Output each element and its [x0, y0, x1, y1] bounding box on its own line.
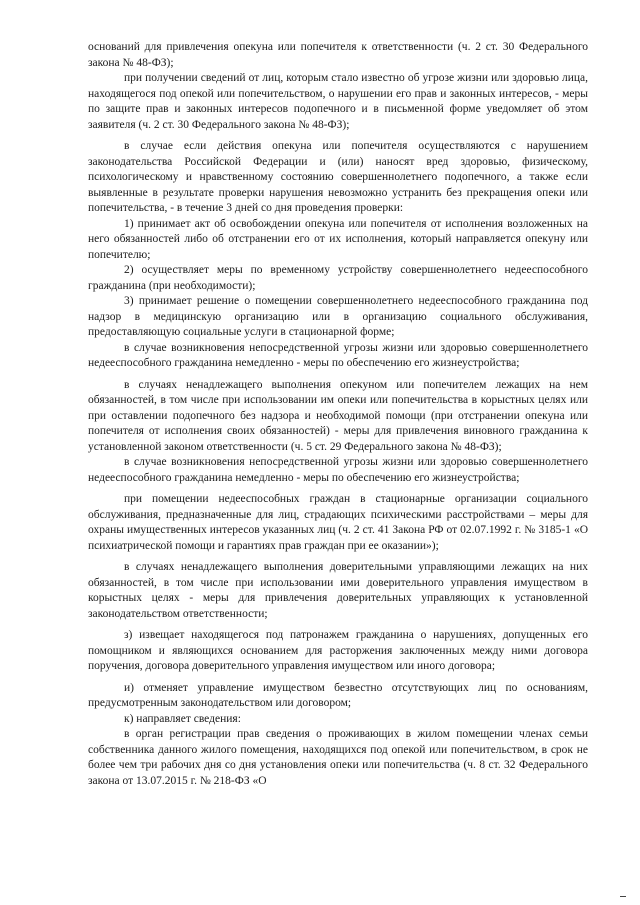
- paragraph-item-z: з) извещает находящегося под патронажем гражданина о нарушениях, допущенных его помощником и являющихся основанием для расторжения заключенных между ними договора поручения, договора доверительного управления имуществом или иного договора;: [88, 629, 588, 672]
- paragraph-trust-managers: в случаях ненадлежащего выполнения доверительными управляющими лежащих на них обязанностей, в том числе при использовании ими доверительного управления имуществом в корыстных целях - меры для привлечения доверительных управляющих к установленной законодательством ответственности;: [88, 561, 588, 620]
- paragraph-item-i: и) отменяет управление имуществом безвестно отсутствующих лиц по основаниям, предусмотренным законодательством или договором;: [88, 681, 588, 709]
- paragraph-registration-body: в орган регистрации прав сведения о проживающих в жилом помещении членах семьи собственника данного жилого помещения, находящихся под опекой или попечительством, в срок не более чем три рабочих дня со дня установления опеки или попечительства (ч. 8 ст. 32 Федерального закона от 13.07.2015 г. № 218-ФЗ «О: [88, 728, 588, 787]
- paragraph-immediate-threat: в случае возникновения непосредственной угрозы жизни или здоровью совершеннолетнего недееспособного гражданина немедленно - меры по обеспечению его жизнеустройства;: [88, 341, 588, 369]
- paragraph-item-1: 1) принимает акт об освобождении опекуна или попечителя от исполнения возложенных на него обязанностей либо об отстранении его от их исполнения, который направляется опекуну или попечителю;: [88, 217, 588, 261]
- paragraph-item-3: 3) принимает решение о помещении совершеннолетнего недееспособного гражданина под надзор в медицинскую организацию или в организацию социального обслуживания, предоставляющую социальные услуги в стационарной форме;: [88, 295, 588, 338]
- paragraph-placement: при помещении недееспособных граждан в стационарные организации социального обслуживания, предназначенные для лиц, страдающих психическими расстройствами – меры для охраны имущественных интересов указанных лиц (ч. 2 ст. 41 Закона РФ от 02.07.1992 г. № 3185-1 «О психиатрической помощи и гарантиях прав граждан при ее оказании»);: [88, 493, 588, 552]
- paragraph-immediate-threat-repeat: в случае возникновения непосредственной угрозы жизни или здоровью совершеннолетнего недееспособного гражданина немедленно - меры по обеспечению его жизнеустройства;: [88, 456, 588, 484]
- paragraph-violation-case: в случае если действия опекуна или попечителя осуществляются с нарушением законодательства Российской Федерации и (или) наносят вред здоровью, физическому, психологическому и нравственному состоянию совершеннолетнего подопечного, а также если выявленные в результате проверки нарушения невозможно устранить без прекращения опеки или попечительства, - в течение 3 дней со дня проведения проверки:: [88, 140, 588, 214]
- paragraph-continuation: оснований для привлечения опекуна или попечителя к ответственности (ч. 2 ст. 30 Федерального закона № 48-ФЗ);: [88, 41, 588, 69]
- document-page: [88, 40, 588, 789]
- paragraph-item-k: к) направляет сведения:: [124, 712, 241, 725]
- paragraph-threat-to-life: при получении сведений от лиц, которым стало известно об угрозе жизни или здоровью лица, находящегося под опекой или попечительством, о нарушении его прав и законных интересов, - меры по защите прав и законных интересов подопечного и в письменной форме уведомляет об этом заявителя (ч. 2 ст. 30 Федерального закона № 48-ФЗ);: [88, 72, 588, 131]
- paragraph-improper-performance: в случаях ненадлежащего выполнения опекуном или попечителем лежащих на нем обязанностей, в том числе при использовании им опеки или попечительства в корыстных целях или при оставлении подопечного без надзора и необходимой помощи (при отстранении опекуна или попечителя от исполнения своих обязанностей) - меры для привлечения виновного гражданина к установленной законом ответственности (ч. 5 ст. 29 Федерального закона № 48-ФЗ);: [88, 378, 588, 453]
- scan-mark: [620, 896, 626, 897]
- paragraph-item-2: 2) осуществляет меры по временному устройству совершеннолетнего недееспособного гражданина (при необходимости);: [88, 264, 588, 292]
